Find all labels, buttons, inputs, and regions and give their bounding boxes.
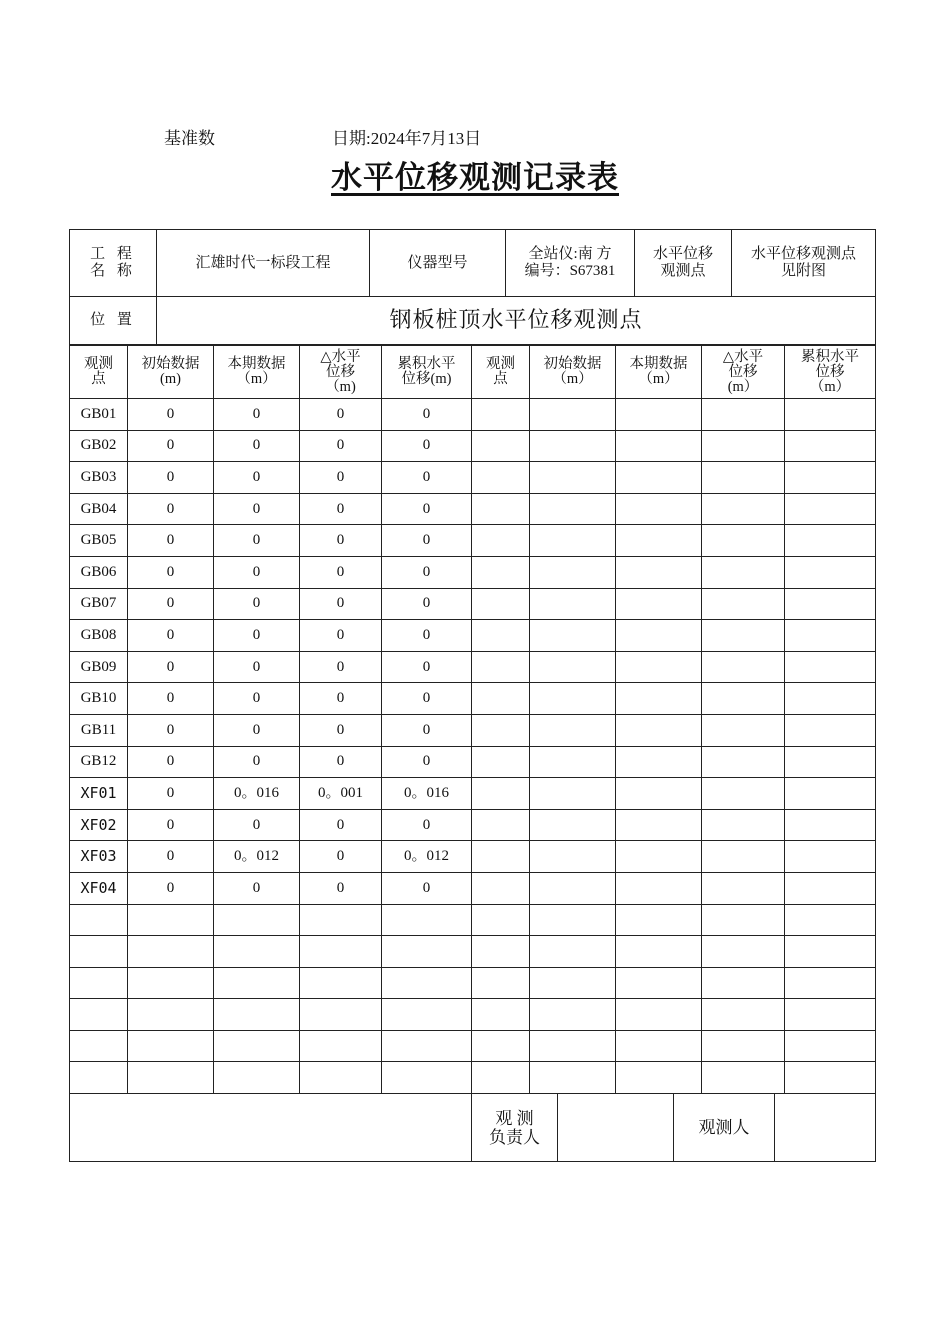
table-row — [70, 904, 876, 936]
column-header: 累积水平 位移 （m） — [785, 346, 876, 399]
empty-cell — [472, 683, 530, 715]
point-id-cell: XF02 — [70, 809, 128, 841]
empty-cell — [616, 620, 702, 652]
empty-cell — [530, 430, 616, 462]
column-header: 初始数据 (m) — [128, 346, 214, 399]
empty-cell — [472, 936, 530, 968]
value-cell: 0 — [382, 493, 472, 525]
empty-cell — [785, 651, 876, 683]
value-cell: 0 — [382, 809, 472, 841]
empty-cell — [702, 714, 785, 746]
table-row — [70, 967, 876, 999]
empty-cell — [785, 872, 876, 904]
observation-point-value: 水平位移观测点 见附图 — [732, 230, 876, 297]
empty-cell — [702, 651, 785, 683]
empty-cell — [530, 872, 616, 904]
empty-cell — [616, 872, 702, 904]
value-cell: 0 — [128, 493, 214, 525]
value-cell: 0。016 — [214, 778, 300, 810]
empty-cell — [530, 1030, 616, 1062]
empty-cell — [785, 778, 876, 810]
empty-cell — [472, 651, 530, 683]
empty-cell — [785, 809, 876, 841]
empty-cell — [472, 430, 530, 462]
empty-cell — [472, 620, 530, 652]
value-cell — [214, 1030, 300, 1062]
value-cell: 0 — [382, 620, 472, 652]
empty-cell — [530, 809, 616, 841]
empty-cell — [616, 588, 702, 620]
value-cell: 0 — [128, 746, 214, 778]
empty-cell — [616, 556, 702, 588]
empty-cell — [702, 399, 785, 431]
value-cell: 0 — [382, 651, 472, 683]
instrument-model-value: 全站仪:南 方 编号：S67381 — [506, 230, 635, 297]
signature-row — [70, 1094, 876, 1162]
empty-cell — [472, 746, 530, 778]
table-row — [70, 809, 876, 841]
table-row — [70, 1062, 876, 1094]
value-cell — [300, 1030, 382, 1062]
point-id-cell: GB04 — [70, 493, 128, 525]
empty-cell — [530, 588, 616, 620]
observer-field — [775, 1094, 876, 1162]
empty-cell — [616, 651, 702, 683]
empty-cell — [785, 525, 876, 557]
empty-cell — [530, 936, 616, 968]
value-cell: 0 — [128, 620, 214, 652]
value-cell — [128, 999, 214, 1031]
point-id-cell: GB02 — [70, 430, 128, 462]
project-name-label: 工 程 名 称 — [70, 230, 157, 297]
point-id-cell — [70, 999, 128, 1031]
value-cell: 0 — [300, 588, 382, 620]
empty-cell — [530, 904, 616, 936]
empty-cell — [472, 462, 530, 494]
column-header: 累积水平 位移(m) — [382, 346, 472, 399]
value-cell — [300, 1062, 382, 1094]
value-cell: 0 — [300, 525, 382, 557]
empty-cell — [702, 1062, 785, 1094]
value-cell: 0 — [382, 746, 472, 778]
value-cell: 0 — [214, 714, 300, 746]
empty-cell — [616, 493, 702, 525]
empty-cell — [530, 999, 616, 1031]
empty-cell — [785, 999, 876, 1031]
empty-cell — [785, 399, 876, 431]
empty-cell — [616, 430, 702, 462]
empty-cell — [472, 556, 530, 588]
value-cell: 0 — [128, 430, 214, 462]
value-cell: 0 — [214, 809, 300, 841]
value-cell: 0 — [300, 809, 382, 841]
value-cell: 0。001 — [300, 778, 382, 810]
empty-cell — [785, 1030, 876, 1062]
empty-cell — [530, 525, 616, 557]
value-cell: 0 — [128, 683, 214, 715]
value-cell: 0 — [300, 841, 382, 873]
value-cell: 0 — [300, 683, 382, 715]
value-cell: 0 — [128, 714, 214, 746]
empty-cell — [702, 778, 785, 810]
measurement-table-body — [70, 346, 876, 1094]
column-header: △水平 位移 (m） — [702, 346, 785, 399]
value-cell: 0 — [128, 651, 214, 683]
value-cell: 0 — [214, 588, 300, 620]
responsible-person-field — [558, 1094, 674, 1162]
value-cell: 0 — [382, 588, 472, 620]
column-header: 本期数据 （m） — [214, 346, 300, 399]
value-cell: 0 — [300, 746, 382, 778]
point-id-cell: GB06 — [70, 556, 128, 588]
empty-cell — [616, 525, 702, 557]
empty-cell — [530, 620, 616, 652]
table-row — [70, 525, 876, 557]
table-row — [70, 683, 876, 715]
empty-cell — [472, 588, 530, 620]
value-cell: 0 — [382, 683, 472, 715]
empty-cell — [702, 525, 785, 557]
value-cell: 0 — [300, 556, 382, 588]
empty-cell — [472, 809, 530, 841]
point-id-cell: GB01 — [70, 399, 128, 431]
empty-cell — [530, 714, 616, 746]
empty-cell — [702, 999, 785, 1031]
value-cell: 0 — [382, 556, 472, 588]
value-cell — [300, 967, 382, 999]
value-cell: 0 — [128, 556, 214, 588]
empty-cell — [702, 746, 785, 778]
value-cell: 0 — [214, 462, 300, 494]
value-cell: 0 — [382, 525, 472, 557]
value-cell: 0 — [128, 462, 214, 494]
empty-cell — [472, 872, 530, 904]
table-header-row — [70, 346, 876, 399]
value-cell: 0 — [214, 872, 300, 904]
value-cell: 0 — [128, 525, 214, 557]
value-cell: 0 — [382, 462, 472, 494]
point-id-cell: GB09 — [70, 651, 128, 683]
value-cell: 0 — [382, 872, 472, 904]
point-id-cell: GB10 — [70, 683, 128, 715]
empty-cell — [702, 588, 785, 620]
empty-cell — [785, 1062, 876, 1094]
document-type-label: 基准数 — [164, 129, 215, 148]
responsible-person-label: 观 测 负责人 — [472, 1094, 558, 1162]
value-cell: 0 — [128, 399, 214, 431]
observer-label: 观测人 — [674, 1094, 775, 1162]
table-row — [70, 778, 876, 810]
column-header: 初始数据 （m） — [530, 346, 616, 399]
empty-cell — [616, 904, 702, 936]
value-cell: 0 — [214, 399, 300, 431]
value-cell: 0 — [300, 399, 382, 431]
empty-cell — [530, 967, 616, 999]
empty-cell — [702, 967, 785, 999]
value-cell — [214, 999, 300, 1031]
value-cell: 0 — [300, 493, 382, 525]
value-cell — [382, 936, 472, 968]
location-label: 位 置 — [70, 297, 157, 345]
empty-cell — [702, 809, 785, 841]
value-cell — [300, 904, 382, 936]
project-info-row — [70, 230, 876, 297]
observation-date: 日期:2024年7月13日 — [332, 129, 482, 148]
column-header: 观测 点 — [70, 346, 128, 399]
point-id-cell — [70, 1030, 128, 1062]
empty-cell — [530, 651, 616, 683]
empty-cell — [702, 430, 785, 462]
signature-table — [69, 1093, 876, 1162]
empty-cell — [702, 493, 785, 525]
column-header: 本期数据 （m） — [616, 346, 702, 399]
column-header: 观测 点 — [472, 346, 530, 399]
project-info-table — [69, 229, 876, 345]
empty-cell — [616, 936, 702, 968]
table-row — [70, 493, 876, 525]
value-cell: 0 — [214, 556, 300, 588]
table-row — [70, 872, 876, 904]
table-row — [70, 651, 876, 683]
empty-cell — [785, 620, 876, 652]
value-cell: 0 — [300, 872, 382, 904]
value-cell: 0 — [300, 651, 382, 683]
empty-cell — [616, 746, 702, 778]
empty-cell — [472, 399, 530, 431]
value-cell — [214, 936, 300, 968]
point-id-cell: GB07 — [70, 588, 128, 620]
point-id-cell: GB11 — [70, 714, 128, 746]
point-id-cell: GB03 — [70, 462, 128, 494]
value-cell — [128, 1062, 214, 1094]
value-cell — [300, 936, 382, 968]
empty-cell — [530, 841, 616, 873]
empty-cell — [472, 493, 530, 525]
value-cell: 0 — [128, 588, 214, 620]
empty-cell — [472, 525, 530, 557]
empty-cell — [785, 714, 876, 746]
empty-cell — [472, 714, 530, 746]
empty-cell — [530, 683, 616, 715]
empty-cell — [785, 746, 876, 778]
value-cell — [214, 904, 300, 936]
empty-cell — [530, 399, 616, 431]
value-cell: 0 — [382, 399, 472, 431]
value-cell: 0 — [214, 525, 300, 557]
point-id-cell — [70, 904, 128, 936]
empty-cell — [530, 493, 616, 525]
empty-cell — [785, 462, 876, 494]
table-row — [70, 936, 876, 968]
observation-point-label: 水平位移 观测点 — [635, 230, 732, 297]
value-cell — [382, 999, 472, 1031]
empty-cell — [785, 936, 876, 968]
value-cell — [128, 904, 214, 936]
point-id-cell: XF01 — [70, 778, 128, 810]
empty-cell — [785, 588, 876, 620]
empty-cell — [785, 430, 876, 462]
empty-cell — [785, 967, 876, 999]
empty-cell — [472, 1062, 530, 1094]
point-id-cell — [70, 936, 128, 968]
value-cell: 0 — [214, 493, 300, 525]
empty-cell — [616, 809, 702, 841]
value-cell — [128, 936, 214, 968]
value-cell: 0 — [128, 778, 214, 810]
empty-cell — [702, 462, 785, 494]
point-id-cell: XF04 — [70, 872, 128, 904]
table-row — [70, 746, 876, 778]
empty-cell — [530, 462, 616, 494]
value-cell — [300, 999, 382, 1031]
value-cell: 0 — [382, 714, 472, 746]
value-cell — [128, 967, 214, 999]
empty-cell — [616, 778, 702, 810]
empty-cell — [702, 904, 785, 936]
empty-cell — [616, 462, 702, 494]
point-id-cell — [70, 1062, 128, 1094]
empty-cell — [616, 1062, 702, 1094]
value-cell: 0 — [300, 430, 382, 462]
empty-cell — [616, 999, 702, 1031]
empty-cell — [702, 936, 785, 968]
point-id-cell — [70, 967, 128, 999]
signature-blank — [70, 1094, 472, 1162]
table-row — [70, 462, 876, 494]
value-cell: 0 — [382, 430, 472, 462]
empty-cell — [616, 967, 702, 999]
empty-cell — [616, 683, 702, 715]
empty-cell — [616, 399, 702, 431]
value-cell — [128, 1030, 214, 1062]
value-cell: 0 — [214, 651, 300, 683]
project-name-value: 汇雄时代一标段工程 — [157, 230, 370, 297]
value-cell: 0。012 — [214, 841, 300, 873]
value-cell: 0 — [128, 841, 214, 873]
table-row — [70, 841, 876, 873]
empty-cell — [702, 841, 785, 873]
value-cell — [214, 1062, 300, 1094]
point-id-cell: GB12 — [70, 746, 128, 778]
empty-cell — [472, 778, 530, 810]
value-cell — [382, 1030, 472, 1062]
table-row — [70, 399, 876, 431]
empty-cell — [472, 967, 530, 999]
page-title: 水平位移观测记录表 — [331, 160, 619, 196]
empty-cell — [530, 1062, 616, 1094]
empty-cell — [530, 556, 616, 588]
value-cell — [382, 904, 472, 936]
column-header: △水平 位移 （m) — [300, 346, 382, 399]
empty-cell — [472, 999, 530, 1031]
empty-cell — [702, 556, 785, 588]
value-cell: 0 — [214, 746, 300, 778]
value-cell: 0。016 — [382, 778, 472, 810]
value-cell: 0 — [128, 872, 214, 904]
table-row — [70, 714, 876, 746]
table-row — [70, 588, 876, 620]
value-cell: 0 — [300, 620, 382, 652]
empty-cell — [785, 493, 876, 525]
value-cell: 0。012 — [382, 841, 472, 873]
value-cell: 0 — [128, 809, 214, 841]
value-cell: 0 — [214, 620, 300, 652]
empty-cell — [472, 1030, 530, 1062]
empty-cell — [472, 841, 530, 873]
empty-cell — [785, 556, 876, 588]
value-cell — [214, 967, 300, 999]
empty-cell — [530, 778, 616, 810]
empty-cell — [702, 1030, 785, 1062]
instrument-model-label: 仪器型号 — [370, 230, 506, 297]
value-cell: 0 — [300, 462, 382, 494]
table-row — [70, 556, 876, 588]
empty-cell — [530, 746, 616, 778]
empty-cell — [616, 841, 702, 873]
empty-cell — [702, 620, 785, 652]
measurement-table — [69, 345, 876, 1094]
empty-cell — [785, 904, 876, 936]
empty-cell — [702, 872, 785, 904]
value-cell: 0 — [300, 714, 382, 746]
table-row — [70, 1030, 876, 1062]
table-row — [70, 999, 876, 1031]
location-row — [70, 297, 876, 345]
value-cell: 0 — [214, 683, 300, 715]
value-cell — [382, 967, 472, 999]
value-cell: 0 — [214, 430, 300, 462]
point-id-cell: GB08 — [70, 620, 128, 652]
empty-cell — [616, 714, 702, 746]
empty-cell — [702, 683, 785, 715]
point-id-cell: GB05 — [70, 525, 128, 557]
empty-cell — [616, 1030, 702, 1062]
empty-cell — [785, 841, 876, 873]
table-row — [70, 430, 876, 462]
value-cell — [382, 1062, 472, 1094]
table-row — [70, 620, 876, 652]
empty-cell — [472, 904, 530, 936]
empty-cell — [785, 683, 876, 715]
location-value: 钢板桩顶水平位移观测点 — [157, 297, 876, 345]
point-id-cell: XF03 — [70, 841, 128, 873]
